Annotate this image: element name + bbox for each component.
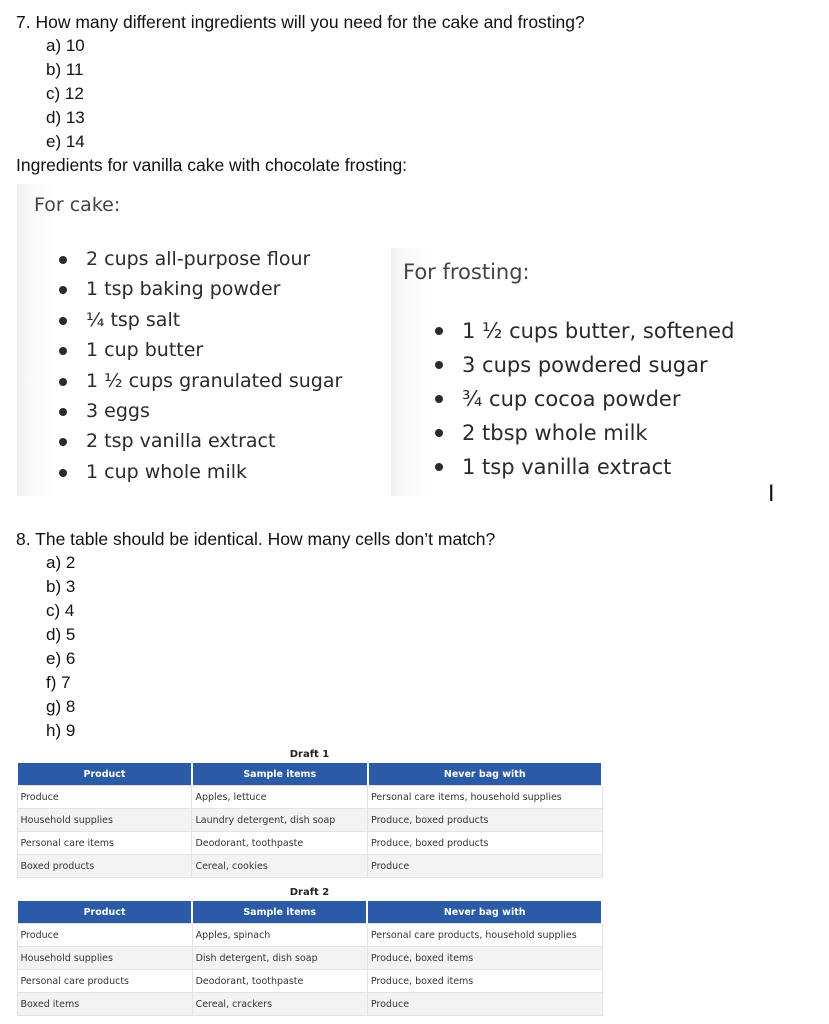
frosting-ingredient-list [433, 314, 734, 484]
table-cell: Apples, spinach [192, 924, 367, 947]
list-item [433, 450, 734, 484]
cake-item-text: 2 cups all-purpose flour [86, 248, 311, 270]
cake-ingredients-panel [17, 184, 347, 496]
list-item [57, 366, 342, 396]
table-header-row [17, 901, 602, 924]
cake-ingredient-list [57, 244, 342, 487]
option-item: c) 4 [46, 601, 75, 620]
option-item: h) 9 [46, 721, 76, 740]
table-header-row [17, 763, 602, 786]
cake-item-text: 1 ½ cups granulated sugar [86, 369, 343, 392]
table-cell: Produce [367, 993, 602, 1016]
cake-item-text: ¼ tsp salt [86, 308, 181, 331]
option-item: b) 11 [46, 60, 84, 79]
draft-2-label: Draft 2 [289, 887, 330, 898]
list-item [57, 335, 342, 365]
bullet-icon [59, 286, 67, 294]
cake-item-text: 1 tsp baking powder [86, 278, 281, 301]
frosting-item-text: ¾ cup cocoa powder [462, 387, 681, 411]
table-cell: Boxed items [17, 993, 192, 1016]
table-cell: Personal care items [17, 832, 192, 855]
table-cell: Produce, boxed products [368, 809, 602, 832]
table-cell: Personal care products [17, 970, 192, 993]
cake-item-text: 1 cup whole milk [86, 460, 247, 483]
table-cell: Cereal, crackers [192, 993, 367, 1016]
option-item: g) 8 [46, 697, 76, 716]
table-cell: Personal care items, household supplies [368, 786, 602, 809]
question-8-title: 8. The table should be identical. How many cells don’t match? [16, 529, 496, 549]
ingredients-heading: Ingredients for vanilla cake with chocolate frosting: [16, 155, 408, 175]
column-header: Sample items [192, 763, 368, 786]
bullet-icon [59, 378, 67, 386]
question-7-options [46, 34, 85, 154]
bullet-icon [59, 256, 67, 264]
frosting-item-text: 2 tbsp whole milk [462, 421, 648, 445]
question-7-title: 7. How many different ingredients will you need for the cake and frosting? [16, 12, 585, 32]
list-item [57, 457, 342, 487]
option-item: d) 5 [46, 625, 76, 644]
table-cell: Produce, boxed items [367, 947, 602, 970]
table-cell: Cereal, cookies [192, 855, 368, 878]
cake-title: For cake: [34, 194, 121, 216]
option-item: a) 10 [46, 36, 85, 55]
table-cell: Boxed products [17, 855, 192, 878]
column-header: Product [17, 901, 192, 924]
table-cell: Household supplies [17, 809, 192, 832]
bullet-icon [435, 361, 443, 369]
bullet-icon [59, 408, 67, 416]
cake-item-text: 1 cup butter [86, 339, 204, 362]
list-item [433, 348, 734, 382]
cake-item-text: 3 eggs [86, 399, 150, 422]
list-item [57, 274, 342, 304]
table-cell: Household supplies [17, 947, 192, 970]
table-cell: Produce [368, 855, 602, 878]
column-header: Never bag with [367, 901, 602, 924]
table-cell: Apples, lettuce [192, 786, 368, 809]
table-cell: Dish detergent, dish soap [192, 947, 367, 970]
list-item [57, 426, 342, 456]
option-item: b) 3 [46, 577, 76, 596]
column-header: Product [17, 763, 192, 786]
option-item: c) 12 [46, 84, 84, 103]
table-cell: Laundry detergent, dish soap [192, 809, 368, 832]
list-item [57, 305, 342, 335]
question-8-options [46, 551, 75, 743]
table-row [17, 924, 602, 947]
option-item: e) 14 [46, 132, 85, 151]
bullet-icon [435, 327, 443, 335]
table-cell: Deodorant, toothpaste [192, 970, 367, 993]
table-cell: Personal care products, household supplies [367, 924, 602, 947]
table-cell: Produce [17, 786, 192, 809]
draft-1-table [16, 763, 603, 878]
table-cell: Produce, boxed items [367, 970, 602, 993]
frosting-ingredients-panel [391, 248, 751, 496]
list-item [433, 314, 734, 348]
list-item [433, 382, 734, 416]
list-item [433, 416, 734, 450]
frosting-title: For frosting: [403, 260, 530, 284]
bullet-icon [435, 429, 443, 437]
table-row [17, 993, 602, 1016]
bullet-icon [59, 317, 67, 325]
table-row [17, 947, 602, 970]
list-item [57, 396, 342, 426]
bullet-icon [59, 469, 67, 477]
bullet-icon [435, 463, 443, 471]
option-item: f) 7 [46, 673, 71, 692]
option-item: e) 6 [46, 649, 76, 668]
frosting-item-text: 1 ½ cups butter, softened [462, 319, 735, 343]
bullet-icon [435, 395, 443, 403]
table-row [17, 855, 602, 878]
column-header: Sample items [192, 901, 367, 924]
table-cell: Produce [17, 924, 192, 947]
draft-1-label: Draft 1 [289, 749, 330, 760]
option-item: d) 13 [46, 108, 85, 127]
draft-2-table [16, 901, 603, 1016]
option-item: a) 2 [46, 553, 76, 572]
table-cell: Produce, boxed products [368, 832, 602, 855]
table-row [17, 809, 602, 832]
list-item [57, 244, 342, 274]
table-row [17, 786, 602, 809]
bullet-icon [59, 347, 67, 355]
table-row [17, 970, 602, 993]
frosting-item-text: 3 cups powdered sugar [462, 353, 708, 377]
text-cursor-icon: I [768, 482, 775, 507]
bullet-icon [59, 438, 67, 446]
table-cell: Deodorant, toothpaste [192, 832, 368, 855]
table-row [17, 832, 602, 855]
frosting-item-text: 1 tsp vanilla extract [462, 455, 672, 479]
column-header: Never bag with [368, 763, 602, 786]
cake-item-text: 2 tsp vanilla extract [86, 430, 276, 453]
